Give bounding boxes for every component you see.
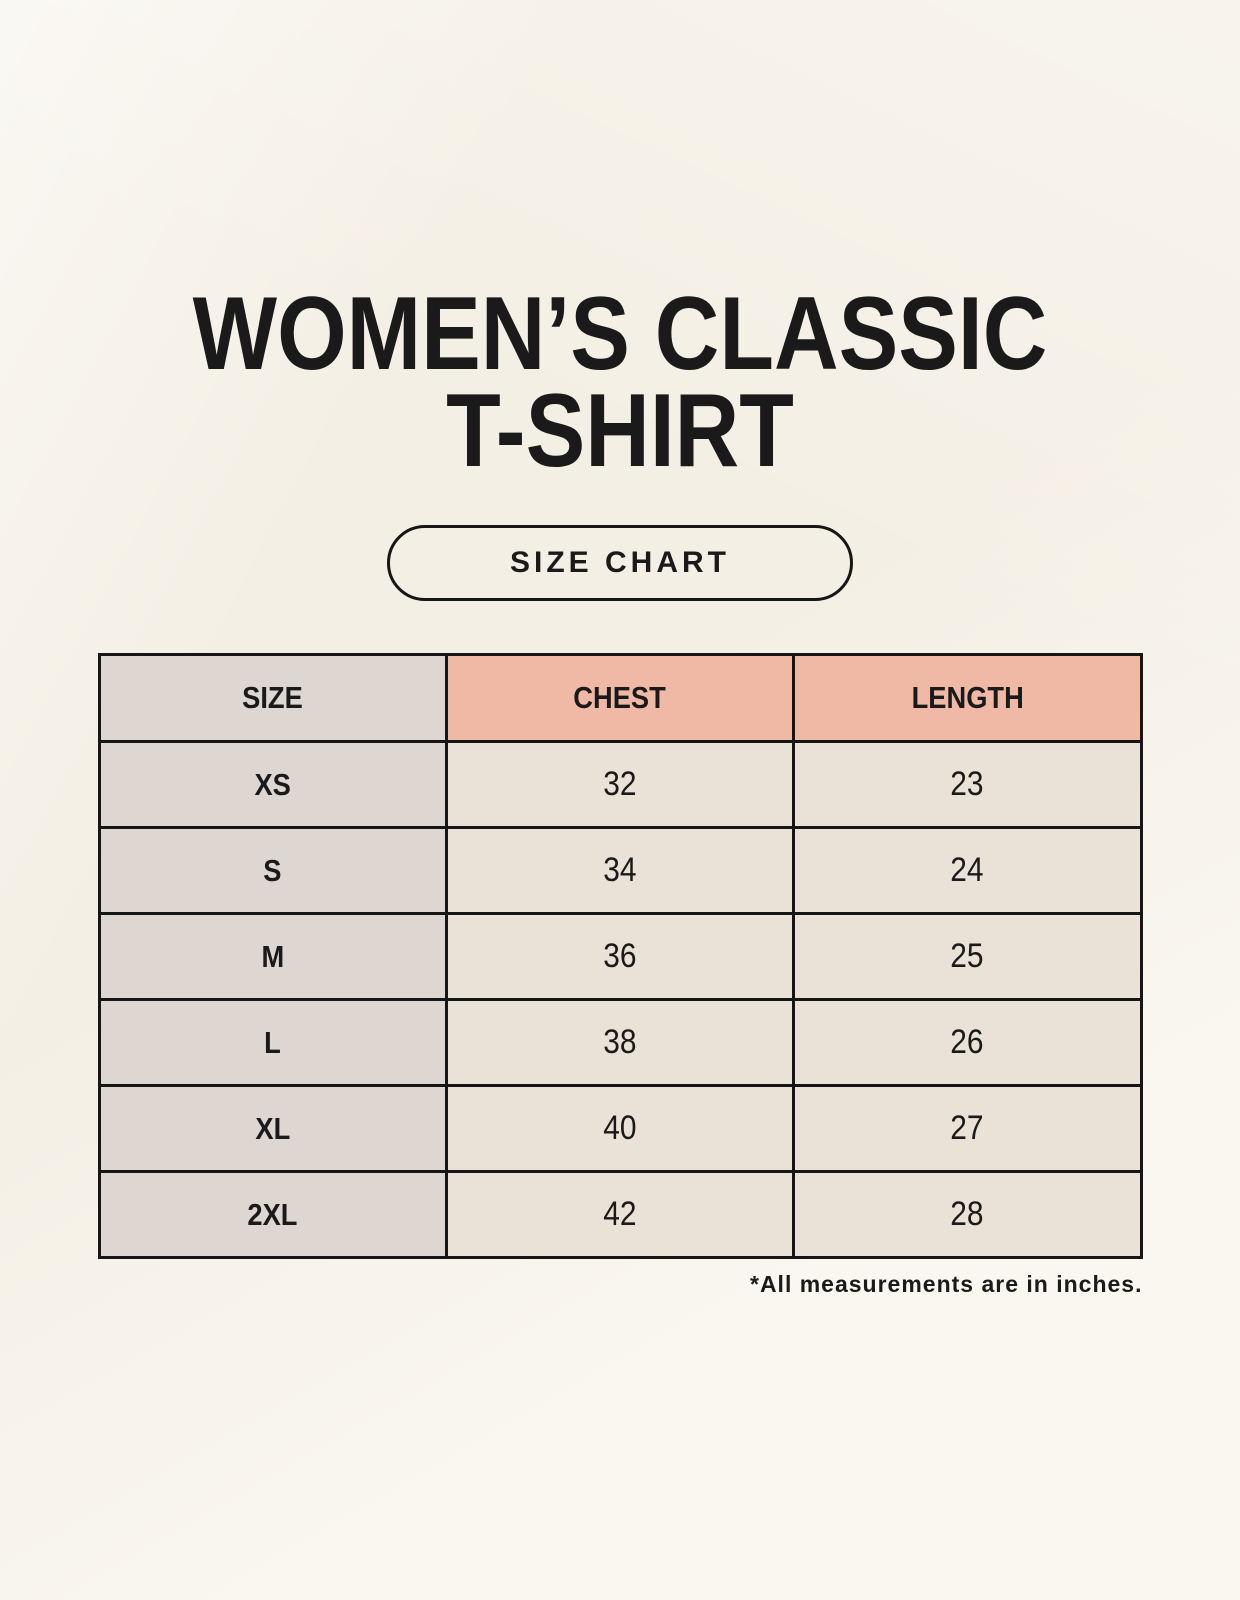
length-value: 25: [794, 914, 1141, 1000]
row-label-xs: XS: [99, 742, 446, 828]
size-chart-table: [98, 653, 1143, 1259]
length-value: 28: [794, 1172, 1141, 1258]
measurements-note: *All measurements are in inches.: [750, 1271, 1143, 1298]
chest-value: 34: [446, 828, 793, 914]
chest-value: 42: [446, 1172, 793, 1258]
table-body: [99, 742, 1141, 1258]
table-row: [99, 828, 1141, 914]
size-chart-badge[interactable]: [387, 525, 853, 601]
length-value: 27: [794, 1086, 1141, 1172]
length-value: 23: [794, 742, 1141, 828]
chest-value: 32: [446, 742, 793, 828]
table-row: [99, 1086, 1141, 1172]
table-row: [99, 914, 1141, 1000]
product-title: [0, 0, 1240, 489]
row-label-s: S: [99, 828, 446, 914]
size-chart-badge-label: SIZE CHART: [510, 546, 730, 580]
table-row: [99, 1172, 1141, 1258]
chest-value: 40: [446, 1086, 793, 1172]
row-label-2xl: 2XL: [99, 1172, 446, 1258]
length-value: 24: [794, 828, 1141, 914]
chest-value: 38: [446, 1000, 793, 1086]
chest-value: 36: [446, 914, 793, 1000]
column-header-chest: CHEST: [446, 655, 793, 742]
product-title-line-1: WOMEN’S CLASSIC: [192, 276, 1048, 392]
column-header-length: LENGTH: [794, 655, 1141, 742]
column-header-size: SIZE: [99, 655, 446, 742]
row-label-m: M: [99, 914, 446, 1000]
table-header: [99, 655, 1141, 742]
row-label-l: L: [99, 1000, 446, 1086]
product-title-line-2: T-SHIRT: [446, 372, 794, 489]
row-label-xl: XL: [99, 1086, 446, 1172]
table-row: [99, 1000, 1141, 1086]
length-value: 26: [794, 1000, 1141, 1086]
header-row: [99, 655, 1141, 742]
table-row: [99, 742, 1141, 828]
